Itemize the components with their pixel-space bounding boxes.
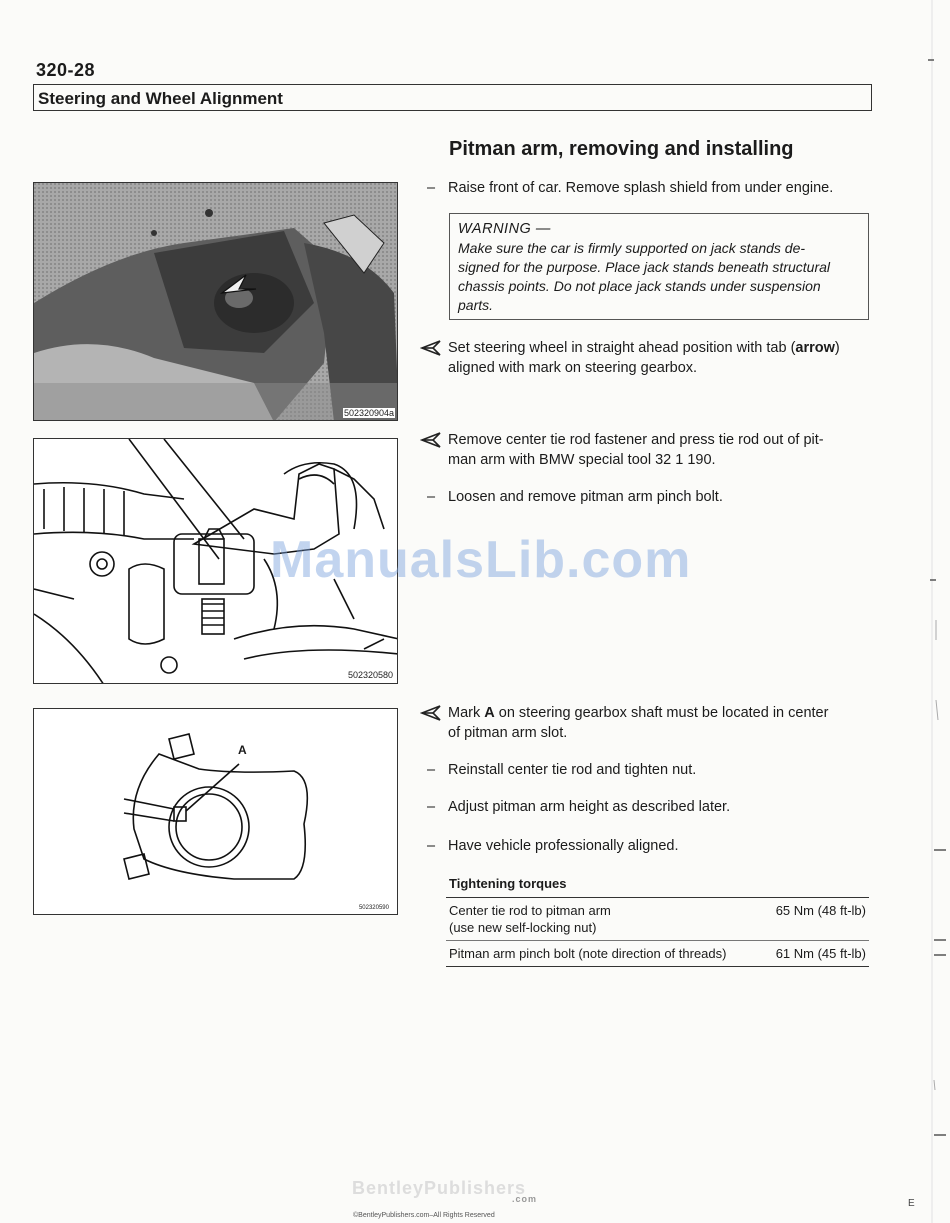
warning-line: signed for the purpose. Place jack stands beneath structural: [458, 259, 830, 275]
warning-line: chassis points. Do not place jack stands under suspension: [458, 278, 821, 294]
underside-photo-illustration: [34, 183, 398, 421]
copyright-text: ©BentleyPublishers.com–All Rights Reserved: [353, 1212, 495, 1219]
watermark: ManualsLib.com: [270, 531, 692, 589]
page-number: 320-28: [36, 60, 96, 80]
figure-id: 502320904a: [343, 408, 394, 418]
step-text: Have vehicle professionally aligned.: [448, 838, 679, 854]
torque-heading: Tightening torques: [449, 876, 567, 891]
section-title: Steering and Wheel Alignment: [38, 89, 283, 108]
figure-photo-underside: [33, 182, 398, 421]
step-steering-straight: [420, 338, 880, 378]
step-text: Mark: [448, 705, 485, 721]
step-adjust-height: [420, 797, 880, 817]
torque-item: Pitman arm pinch bolt (note direction of threads): [449, 946, 727, 961]
edge-letter: E: [908, 1198, 915, 1209]
step-text: man arm with BMW special tool 32 1 190.: [448, 452, 716, 468]
step-text: Raise front of car. Remove splash shield from under engine.: [448, 180, 834, 196]
step-text: Adjust pitman arm height as described later.: [448, 799, 731, 815]
left-arrow-marker-icon: [420, 705, 442, 721]
step-text: aligned with mark on steering gearbox.: [448, 360, 698, 376]
dash-marker: –: [426, 180, 436, 196]
warning-box: [449, 213, 869, 320]
step-text: Set steering wheel in straight ahead position with tab (: [448, 340, 796, 356]
dash-marker: –: [426, 838, 436, 854]
step-text: on steering gearbox shaft must be located in center: [494, 705, 829, 721]
table-row: [446, 898, 869, 940]
page-edge-artifacts: [916, 0, 950, 1223]
torque-value: 61 Nm (45 ft-lb): [775, 946, 866, 961]
dash-marker: –: [426, 762, 436, 778]
publisher-logo: [352, 1178, 538, 1204]
torque-item: Center tie rod to pitman arm: [449, 903, 611, 918]
left-arrow-marker-icon: [420, 340, 442, 356]
torque-table: [446, 897, 869, 967]
step-loosen-bolt: [420, 487, 880, 507]
section-header: [33, 84, 872, 111]
step-text: Remove center tie rod fastener and press tie rod out of pit-: [448, 432, 824, 448]
left-arrow-marker-icon: [420, 432, 442, 448]
step-text: Loosen and remove pitman arm pinch bolt.: [448, 489, 723, 505]
pitman-arm-illustration: [34, 709, 398, 915]
procedure-heading: Pitman arm, removing and installing: [449, 138, 794, 160]
step-remove-tie-rod: [420, 430, 880, 470]
warning-line: parts.: [458, 297, 494, 313]
warning-line: Make sure the car is firmly supported on jack stands de-: [458, 240, 806, 256]
torque-item-note: (use new self-locking nut): [449, 920, 597, 935]
step-text: ): [834, 340, 840, 356]
dash-marker: –: [426, 489, 436, 505]
figure-id: 502320590: [358, 905, 389, 911]
step-raise-car: [420, 178, 880, 198]
table-row: [446, 940, 869, 966]
warning-title: WARNING —: [458, 221, 551, 237]
dash-marker: –: [426, 799, 436, 815]
publisher-logo-suffix: .com: [512, 1194, 538, 1204]
figure-pitman-slot-drawing: [33, 708, 398, 915]
torque-value: 65 Nm (48 ft-lb): [775, 903, 866, 918]
step-align: [420, 836, 880, 856]
callout-a: A: [238, 743, 247, 757]
figure-id: 502320580: [347, 670, 393, 680]
step-text: Reinstall center tie rod and tighten nut.: [448, 762, 697, 778]
step-emphasis: arrow: [795, 340, 835, 356]
step-mark-a: [420, 703, 880, 743]
publisher-logo-text: BentleyPublishers: [352, 1178, 527, 1198]
step-emphasis: A: [484, 705, 495, 721]
step-text: of pitman arm slot.: [448, 725, 568, 741]
step-reinstall: [420, 760, 880, 780]
